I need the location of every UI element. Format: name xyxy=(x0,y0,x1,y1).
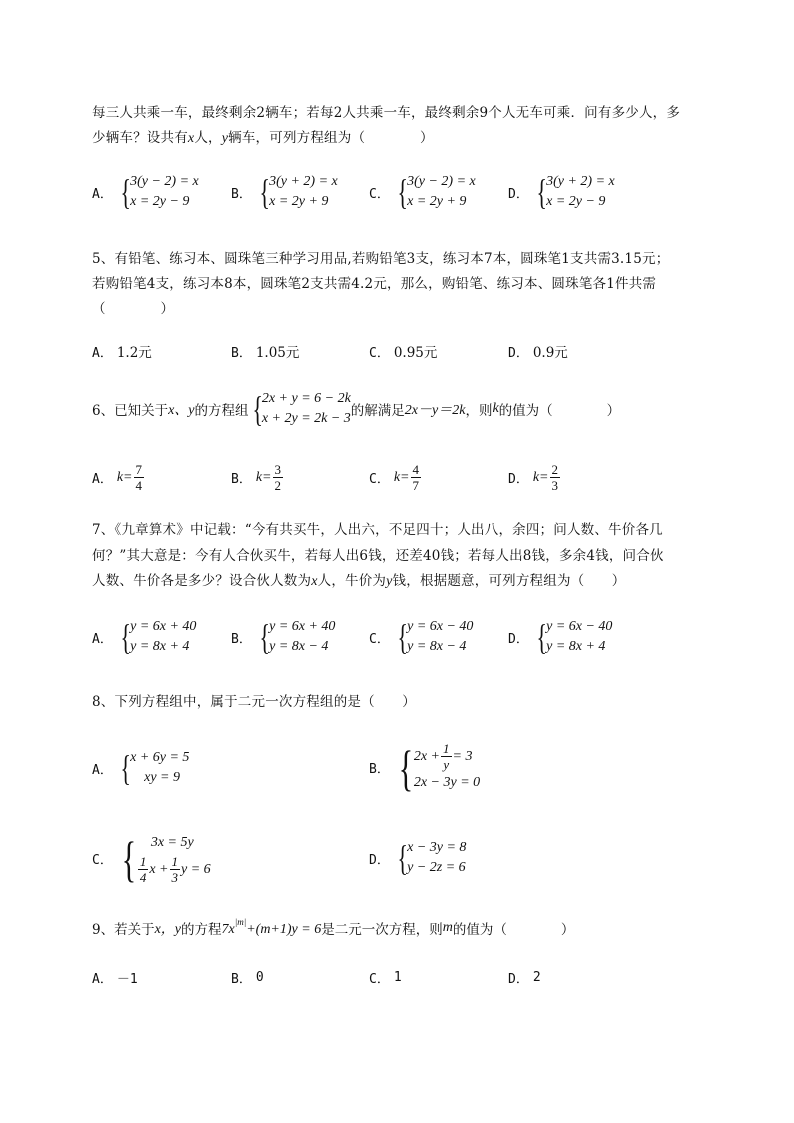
q8-stem: 8、下列方程组中，属于二元一次方程组的是（ ） xyxy=(92,694,416,710)
q5-line3: （ ） xyxy=(92,301,175,317)
q9-option-c: C． 1 xyxy=(369,970,402,987)
q9-option-b: B． 0 xyxy=(231,970,264,987)
q7-line1: 7、《九章算术》中记载：“今有共买牛，人出六，不足四十；人出八，余四；问人数、牛价各几 xyxy=(92,522,663,538)
q6-option-d: D． k= $\frac{2}{3}$ xyxy=(508,462,558,493)
q5-option-d: D． 0.9元 xyxy=(508,345,568,361)
q7-line3: 人数、牛价各是多少？设合伙人数为x人，牛价为y钱，根据题意，可列方程组为（ ） xyxy=(92,573,626,589)
q7-option-d: D． { y = 6x − 40 y = 8x + 4 xyxy=(508,617,613,657)
q6-option-a: A． k= $\frac{7}{4}$ xyxy=(92,462,142,493)
q8-option-b: B． { 2x + $\frac{1}{y}$ = 3 2x − 3y = 0 xyxy=(369,739,481,796)
q9-stem: 9、若关于 x，y 的方程 $7x^{|m|}+(m+1)y = 6$ 是二元一次方程，则 m 的值为（ ） xyxy=(92,917,575,938)
q8-option-c: C． { 3x = 5y $\frac{1}{4}$ x + $\frac{1}{3}$ y = 6 xyxy=(92,830,211,887)
q7-option-b: B． { y = 6x + 40 y = 8x − 4 xyxy=(231,617,336,657)
q6-stem: 6、已知关于 x、y 的方程组 { 2x + y = 6 − 2k x + 2y = 2k − 3 的解满足 2x－y＝2k ，则 k 的值为（ ） xyxy=(92,389,621,429)
q4-option-d: D． { 3(y + 2) = x x = 2y − 9 xyxy=(508,172,615,212)
q4-line2: 少辆车？设共有x人，y辆车，可列方程组为（ ） xyxy=(92,130,434,146)
q9-option-d: D． 2 xyxy=(508,970,541,987)
q5-line2: 若购铅笔4支，练习本8本，圆珠笔2支共需4.2元，那么，购铅笔、练习本、圆珠笔各1件共需 xyxy=(92,276,657,292)
q5-option-c: C． 0.95元 xyxy=(369,345,438,361)
q7-option-c: C． { y = 6x − 40 y = 8x − 4 xyxy=(369,617,474,657)
q5-option-a: A． 1.2元 xyxy=(92,345,152,361)
q4-option-c: C． { 3(y − 2) = x x = 2y + 9 xyxy=(369,172,476,212)
q4-line1: 每三人共乘一车，最终剩余2辆车；若每2人共乘一车，最终剩余9个人无车可乘．问有多少人，多 xyxy=(92,105,681,121)
q8-option-a: A． { x + 6y = 5 xy = 9 xyxy=(92,748,190,788)
q8-option-d: D． { x − 3y = 8 y − 2z = 6 xyxy=(369,838,467,878)
q4-option-a: A． { 3(y − 2) = x x = 2y − 9 xyxy=(92,172,199,212)
q9-option-a: A． －1 xyxy=(92,972,138,987)
q4-option-b: B． { 3(y + 2) = x x = 2y + 9 xyxy=(231,172,338,212)
q5-line1: 5、有铅笔、练习本、圆珠笔三种学习用品,若购铅笔3支，练习本7本，圆珠笔1支共需3.15元； xyxy=(92,251,670,267)
q6-option-c: C． k= $\frac{4}{7}$ xyxy=(369,462,419,493)
q7-line2: 何？”其大意是：今有人合伙买牛，若每人出6钱，还差40钱；若每人出8钱，多余4钱，问合伙 xyxy=(92,548,664,564)
q5-option-b: B． 1.05元 xyxy=(231,345,300,361)
q7-option-a: A． { y = 6x + 40 y = 8x + 4 xyxy=(92,617,197,657)
q6-option-b: B． k= $\frac{3}{2}$ xyxy=(231,462,281,493)
